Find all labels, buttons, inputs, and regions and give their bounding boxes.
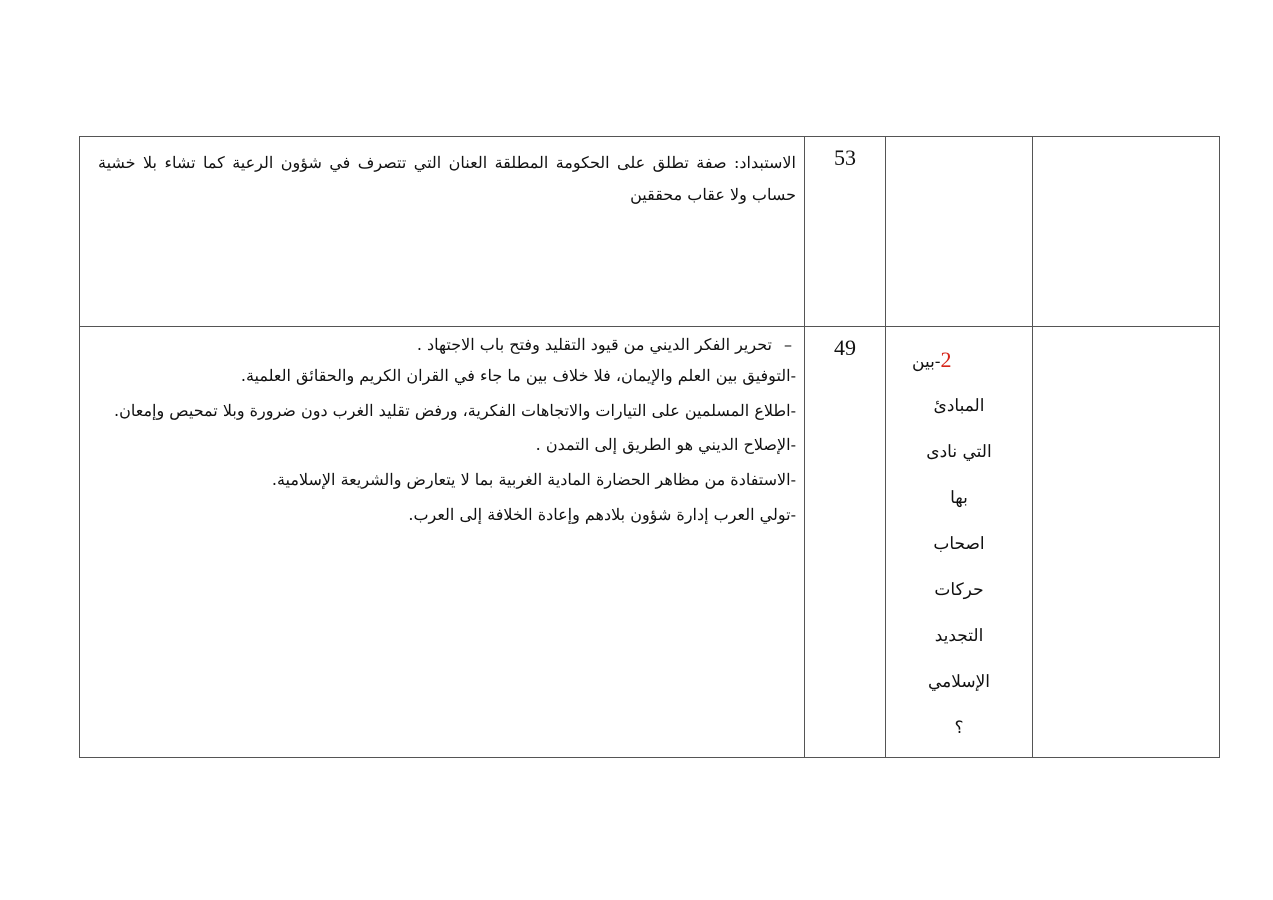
answer-cell	[80, 327, 805, 758]
dash-marker: -	[790, 470, 796, 490]
question-word: بها	[950, 488, 968, 508]
dash-marker: -	[790, 435, 796, 455]
question-word: التي نادى	[926, 442, 992, 462]
question-word: المبادئ	[933, 396, 985, 416]
question-number: 2	[940, 347, 952, 372]
list-item: -اطلاع المسلمين على التيارات والاتجاهات الفكرية، ورفض تقليد الغرب دون ضرورة وبلا تمحيص وإمعان.	[114, 400, 796, 420]
dash-marker: -	[790, 504, 796, 524]
answer-text: الاستبداد: صفة تطلق على الحكومة المطلقة العنان التي تتصرف في شؤون الرعية كما تشاء بلا خشية حساب ولا عقاب محققين	[98, 153, 796, 204]
question-cell	[886, 327, 1033, 758]
row-number: 49	[834, 335, 856, 360]
answer-cell	[80, 137, 805, 327]
question-mark: ؟	[954, 718, 964, 738]
list-item: –تحرير الفكر الديني من قيود التقليد وفتح باب الاجتهاد .	[416, 335, 792, 354]
question-word: حركات	[934, 580, 984, 600]
list-item: -التوفيق بين العلم والإيمان، فلا خلاف بين ما جاء في القران الكريم والحقائق العلمية.	[240, 365, 796, 385]
empty-cell	[1033, 327, 1220, 758]
question-heading: 2-بين	[912, 347, 952, 372]
table-row	[80, 137, 1220, 327]
question-text	[886, 327, 1032, 751]
question-word: التجديد	[934, 626, 984, 646]
list-item: -الإصلاح الديني هو الطريق إلى التمدن .	[535, 435, 796, 455]
row-number: 53	[834, 145, 856, 170]
dash-marker: -	[790, 400, 796, 420]
answer-list	[98, 335, 796, 526]
table-row	[80, 327, 1220, 758]
number-cell	[805, 137, 886, 327]
empty-cell	[1033, 137, 1220, 327]
dash-marker: –	[784, 335, 792, 354]
question-cell	[886, 137, 1033, 327]
question-word: الإسلامي	[927, 672, 991, 692]
dash-marker: -	[790, 365, 796, 385]
answer-table	[79, 136, 1220, 758]
number-cell	[805, 327, 886, 758]
question-word: اصحاب	[933, 534, 985, 554]
list-item: -الاستفادة من مظاهر الحضارة المادية الغربية بما لا يتعارض والشريعة الإسلامية.	[271, 470, 796, 490]
list-item: -تولي العرب إدارة شؤون بلادهم وإعادة الخلافة إلى العرب.	[408, 504, 796, 524]
